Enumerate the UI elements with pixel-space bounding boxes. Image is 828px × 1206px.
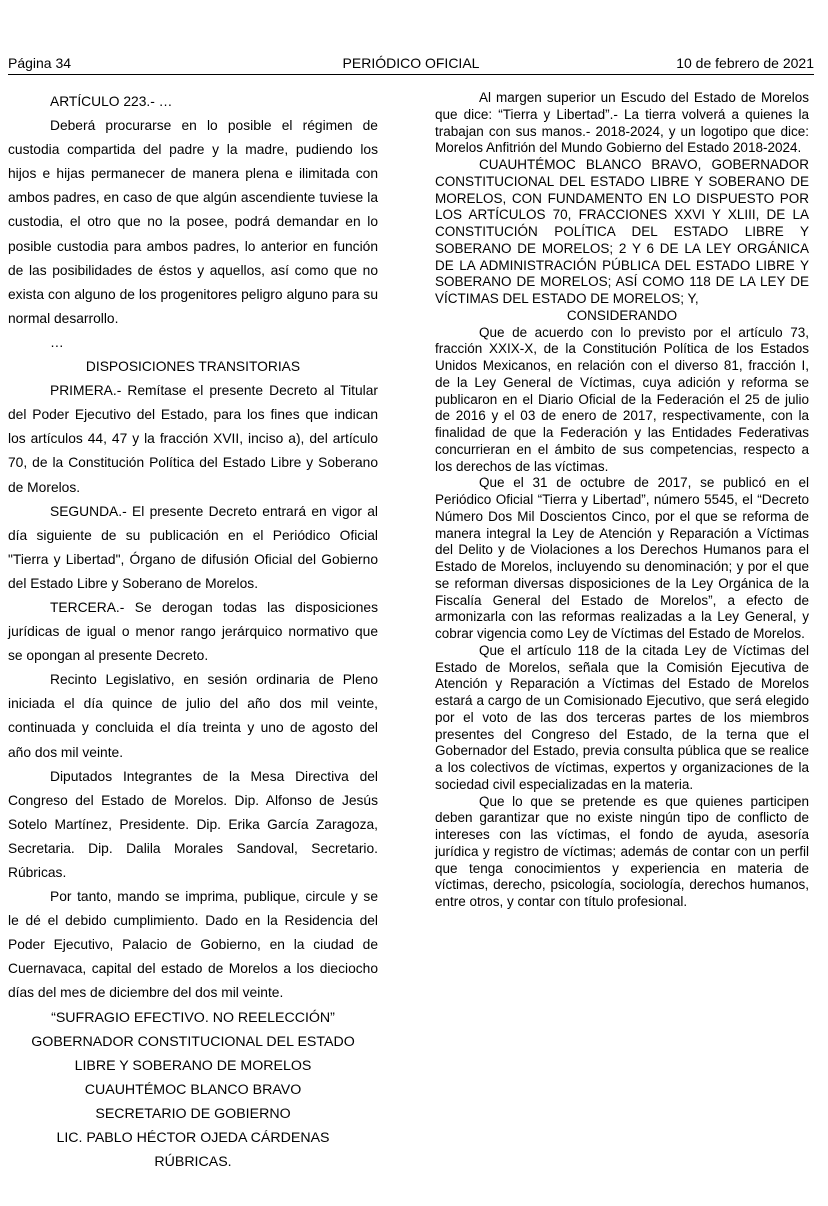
margin-note: Al margen superior un Escudo del Estado de Morelos que dice: “Tierra y Libertad”.- La tierra volverá a quienes la trabajan con sus manos.- 2018-2024, y un logotipo que dice: Morelos Anfitrión del Mundo Gobierno del Estado 2018-2024. [435, 90, 809, 156]
right-column [435, 90, 809, 911]
signature-line: RÚBRICAS. [154, 1154, 232, 1171]
article-body: Deberá procurarse en lo posible el régimen de custodia compartida del padre y la madre, pudiendo los hijos e hijas permanecer de manera plena e ilimitada con ambos padres, en caso de que algún ascendiente tuviese la custodia, el otro que no la posee, podrá demandar en lo posible custodia para ambos padres, lo anterior en función de las posibilidades de éstos y aquellos, así como que no exista con alguno de los progenitores peligro alguno para su normal desarrollo. [8, 118, 378, 326]
ellipsis: … [50, 334, 64, 350]
signature-line: GOBERNADOR CONSTITUCIONAL DEL ESTADO [31, 1033, 355, 1050]
recinto-paragraph: Recinto Legislativo, en sesión ordinaria de Pleno iniciada el día quince de julio del año dos mil veinte, continuada y concluida el día treinta y uno de agosto del año dos mil veinte. [8, 672, 378, 760]
signature-block [8, 1006, 378, 1175]
signature-line: LIC. PABLO HÉCTOR OJEDA CÁRDENAS [56, 1130, 330, 1147]
signature-line: LIBRE Y SOBERANO DE MORELOS [74, 1057, 312, 1074]
signature-line: CUAUHTÉMOC BLANCO BRAVO [84, 1081, 302, 1098]
considerando-paragraph: Que el 31 de octubre de 2017, se publicó en el Periódico Oficial “Tierra y Libertad”, número 5545, el “Decreto Número Dos Mil Doscientos Cinco, por el que se reforma de manera integral la Ley de Atención y Reparación a Víctimas del Delito y de Violaciones a los Derechos Humanos para el Estado de Morelos, incluyendo su denominación; y por el que se reforman diversas disposiciones de la Ley Orgánica de la Fiscalía General del Estado de Morelos”, a efecto de armonizarla con las reformas realizadas a la Ley General, y cobrar vigencia como Ley de Víctimas del Estado de Morelos. [435, 475, 809, 641]
transitory-primera: PRIMERA.- Remítase el presente Decreto al Titular del Poder Ejecutivo del Estado, para los fines que indican los artículos 44, 47 y la fracción XVII, inciso a), del artículo 70, de la Constitución Política del Estado Libre y Soberano de Morelos. [8, 383, 378, 495]
considerando-heading: CONSIDERANDO [566, 307, 678, 323]
transitory-tercera: TERCERA.- Se derogan todas las disposiciones jurídicas de igual o menor rango jerárquico normativo que se opongan al presente Decreto. [8, 599, 378, 664]
left-column [8, 90, 378, 1174]
considerando-paragraph: Que el artículo 118 de la citada Ley de Víctimas del Estado de Morelos, señala que la Comisión Ejecutiva de Atención y Reparación a Víctimas del Estado de Morelos estará a cargo de un Comisionado Ejecutivo, que será elegido por el voto de las dos terceras partes de los miembros presentes del Congreso del Estado, de la terna que el Gobernador del Estado, previa consulta pública que se realice a los colectivos de víctimas, expertos y organizaciones de la sociedad civil especializadas en la materia. [435, 642, 809, 792]
considerando-paragraph: Que de acuerdo con lo previsto por el artículo 73, fracción XXIX-X, de la Constitución Política de los Estados Unidos Mexicanos, en relación con el diverso 81, fracción I, de la Ley General de Víctimas, cuya adición y reforma se publicaron en el Diario Oficial de la Federación el 25 de julio de 2016 y el 03 de enero de 2017, respectivamente, con la finalidad de que la Federación y las Entidades Federativas concurrieran en el ámbito de sus competencias, respecto a los derechos de las víctimas. [435, 324, 809, 474]
signature-line: “SUFRAGIO EFECTIVO. NO REELECCIÓN” [51, 1009, 335, 1026]
page-header [8, 52, 814, 75]
governor-preamble: CUAUHTÉMOC BLANCO BRAVO, GOBERNADOR CONSTITUCIONAL DEL ESTADO LIBRE Y SOBERANO DE MORELOS, CON FUNDAMENTO EN LO DISPUESTO POR LOS ARTÍCULOS 70, FRACCIONES XXVI Y XLIII, DE LA CONSTITUCIÓN POLÍTICA DEL ESTADO LIBRE Y SOBERANO DE MORELOS; 2 Y 6 DE LA LEY ORGÁNICA DE LA ADMINISTRACIÓN PÚBLICA DEL ESTADO LIBRE Y SOBERANO DE MORELOS; ASÍ COMO 118 DE LA LEY DE VÍCTIMAS DEL ESTADO DE MORELOS; Y, [435, 157, 809, 306]
publication-title: PERIÓDICO OFICIAL [342, 55, 480, 71]
transitory-segunda: SEGUNDA.- El presente Decreto entrará en vigor al día siguiente de su publicación en el Periódico Oficial "Tierra y Libertad", Órgano de difusión Oficial del Gobierno del Estado Libre y Soberano de Morelos. [8, 503, 378, 591]
signature-line: SECRETARIO DE GOBIERNO [95, 1105, 291, 1122]
considerando-paragraph: Que lo que se pretende es que quienes participen deben garantizar que no existe ningún tipo de conflicto de intereses con las víctimas, el fondo de ayuda, asesoría jurídica y registro de víctimas; además de contar con un perfil que tenga conocimientos y experiencia en materia de víctimas, derecho, psicología, sociología, derechos humanos, entre otros, y contar con título profesional. [435, 793, 809, 909]
article-heading: ARTÍCULO 223.- … [50, 94, 173, 109]
publication-date: 10 de febrero de 2021 [676, 55, 814, 71]
page-number: Página 34 [8, 55, 72, 71]
transitory-heading: DISPOSICIONES TRANSITORIAS [85, 359, 301, 375]
diputados-paragraph: Diputados Integrantes de la Mesa Directiva del Congreso del Estado de Morelos. Dip. Alfonso de Jesús Sotelo Martínez, Presidente. Dip. Erika García Zaragoza, Secretaria. Dip. Dalila Morales Sandoval, Secretario. Rúbricas. [8, 768, 378, 880]
por-tanto-paragraph: Por tanto, mando se imprima, publique, circule y se le dé el debido cumplimiento. Dado en la Residencia del Poder Ejecutivo, Palacio de Gobierno, en la ciudad de Cuernavaca, capital del estado de Morelos a los dieciocho días del mes de diciembre del dos mil veinte. [8, 889, 378, 1001]
